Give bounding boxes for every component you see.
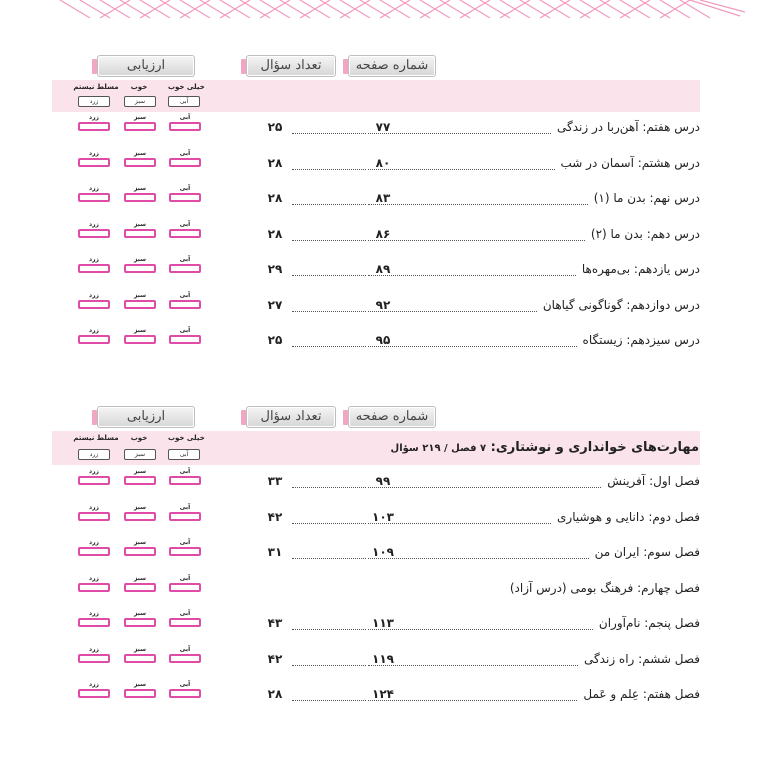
leader-dots <box>292 665 366 666</box>
question-count: ۳۱ <box>267 545 283 559</box>
very-good-checkbox-label: آبی <box>179 220 191 228</box>
lesson-title: درس یازدهم: بی‌مهره‌ها <box>581 262 700 276</box>
not-mastered-checkbox[interactable] <box>78 221 110 238</box>
good-checkbox[interactable] <box>124 575 156 592</box>
good-checkbox-label: سبز <box>133 645 147 653</box>
very-good-checkbox-box[interactable] <box>169 689 201 698</box>
not-mastered-checkbox-box[interactable] <box>78 158 110 167</box>
leader-dots <box>368 204 588 205</box>
good-checkbox-box[interactable] <box>124 193 156 202</box>
good-checkbox-box[interactable] <box>124 583 156 592</box>
good-checkbox-box[interactable] <box>124 618 156 627</box>
good-label: خوب <box>130 434 148 442</box>
good-checkbox[interactable] <box>124 681 156 698</box>
page-number: ۸۹ <box>375 262 391 276</box>
very-good-checkbox-label: آبی <box>179 503 191 511</box>
not-mastered-checkbox-label: زرد <box>89 645 99 653</box>
leader-dots <box>292 700 366 701</box>
lesson-title: فصل سوم: ایران من <box>594 545 700 559</box>
question-count: ۲۵ <box>267 333 283 347</box>
lesson-title: درس هشتم: آسمان در شب <box>560 155 700 170</box>
very-good-checkbox-label: آبی <box>179 149 191 157</box>
good-checkbox-label: سبز <box>133 185 147 192</box>
good-checkbox[interactable] <box>124 292 156 309</box>
good-checkbox-label: سبز <box>133 468 147 475</box>
very-good-checkbox-box[interactable] <box>169 476 201 485</box>
very-good-checkbox[interactable] <box>169 575 201 592</box>
very-good-label: خیلی خوب <box>168 83 205 91</box>
not-mastered-checkbox-box[interactable] <box>78 122 110 131</box>
question-count: ۲۸ <box>267 687 283 701</box>
question-count: ۴۳ <box>267 616 283 630</box>
lesson-title: درس نهم: بدن ما (۱) <box>593 191 700 205</box>
lesson-row <box>250 156 700 176</box>
not-mastered-checkbox-box[interactable] <box>78 193 110 202</box>
very-good-checkbox[interactable] <box>169 327 201 344</box>
not-mastered-checkbox[interactable] <box>78 327 110 344</box>
good-checkbox-label: سبز <box>133 539 147 546</box>
very-good-checkbox-box[interactable] <box>169 547 201 556</box>
page-number: ۷۷ <box>375 120 391 134</box>
very-good-checkbox[interactable] <box>169 114 201 131</box>
not-mastered-checkbox[interactable] <box>78 610 110 627</box>
good-checkbox[interactable] <box>124 646 156 663</box>
leader-dots <box>368 240 585 241</box>
very-good-checkbox-label: آبی <box>179 645 191 653</box>
good-checkbox-box[interactable] <box>124 264 156 273</box>
question-count: ۲۸ <box>267 226 283 241</box>
good-checkbox[interactable] <box>124 185 156 202</box>
not-mastered-checkbox[interactable] <box>78 114 110 131</box>
lesson-title: درس دهم: بدن ما (۲) <box>590 226 700 241</box>
very-good-checkbox-box[interactable] <box>169 583 201 592</box>
not-mastered-checkbox-label: زرد <box>89 220 99 228</box>
very-good-checkbox-label: آبی <box>179 574 191 582</box>
good-checkbox-label: سبز <box>133 503 147 511</box>
lesson-title: فصل هفتم: عِلم و عَمل <box>583 687 700 701</box>
leader-dots <box>292 346 366 347</box>
yellow-color-box: زرد <box>78 96 110 107</box>
good-checkbox-box[interactable] <box>124 300 156 309</box>
green-color-box: سبز <box>124 449 156 460</box>
good-checkbox-label: سبز <box>133 220 147 228</box>
good-checkbox[interactable] <box>124 221 156 238</box>
very-good-checkbox[interactable] <box>169 646 201 663</box>
not-mastered-checkbox-box[interactable] <box>78 300 110 309</box>
lesson-title: فصل ششم: راه زندگی <box>583 651 700 666</box>
lesson-title: فصل اول: آفرینش <box>607 474 700 488</box>
good-checkbox-label: سبز <box>133 327 147 334</box>
good-label: خوب <box>130 83 148 91</box>
not-mastered-checkbox-label: زرد <box>89 291 99 299</box>
leader-dots <box>292 523 366 524</box>
good-checkbox-label: سبز <box>133 256 147 263</box>
very-good-checkbox-label: آبی <box>179 256 191 263</box>
lesson-row <box>250 545 700 565</box>
not-mastered-checkbox-box[interactable] <box>78 264 110 273</box>
very-good-checkbox-box[interactable] <box>169 229 201 238</box>
very-good-checkbox-label: آبی <box>179 468 191 475</box>
leader-dots <box>368 169 555 170</box>
very-good-checkbox-label: آبی <box>179 291 191 299</box>
lesson-row <box>250 581 700 601</box>
good-checkbox[interactable] <box>124 610 156 627</box>
good-checkbox-box[interactable] <box>124 122 156 131</box>
good-checkbox-box[interactable] <box>124 547 156 556</box>
leader-dots <box>368 311 537 312</box>
page-number: ۱۲۴ <box>372 687 394 701</box>
not-mastered-checkbox-label: زرد <box>89 503 99 511</box>
not-mastered-checkbox[interactable] <box>78 150 110 167</box>
good-checkbox[interactable] <box>124 256 156 273</box>
lesson-row <box>250 298 700 318</box>
not-mastered-label: مسلط نیستم <box>73 434 119 442</box>
page-number: ۱۰۹ <box>372 545 394 559</box>
not-mastered-checkbox-label: زرد <box>89 539 99 546</box>
question-count: ۳۳ <box>267 474 283 488</box>
not-mastered-checkbox-label: زرد <box>89 114 99 121</box>
leader-dots <box>292 275 366 276</box>
not-mastered-checkbox-box[interactable] <box>78 335 110 344</box>
lesson-title: درس سیزدهم: زیستگاه <box>582 333 700 347</box>
very-good-checkbox[interactable] <box>169 221 201 238</box>
lesson-row <box>250 687 700 707</box>
lesson-row <box>250 227 700 247</box>
page-number-header: شماره صفحه <box>348 406 436 428</box>
question-count-header: تعداد سؤال <box>246 55 336 77</box>
lesson-row <box>250 510 700 530</box>
very-good-checkbox-label: آبی <box>179 185 191 192</box>
very-good-checkbox-box[interactable] <box>169 264 201 273</box>
very-good-checkbox[interactable] <box>169 681 201 698</box>
very-good-checkbox-box[interactable] <box>169 300 201 309</box>
not-mastered-checkbox-box[interactable] <box>78 583 110 592</box>
good-checkbox-label: سبز <box>133 114 147 121</box>
good-checkbox-box[interactable] <box>124 476 156 485</box>
lesson-row <box>250 474 700 494</box>
not-mastered-checkbox-box[interactable] <box>78 689 110 698</box>
not-mastered-checkbox-label: زرد <box>89 327 99 334</box>
not-mastered-checkbox-box[interactable] <box>78 618 110 627</box>
lesson-title: فصل پنجم: نام‌آوران <box>598 616 700 630</box>
lesson-title: درس هفتم: آهن‌ربا در زندگی <box>557 120 700 134</box>
lesson-row <box>250 262 700 282</box>
not-mastered-checkbox-label: زرد <box>89 574 99 582</box>
very-good-label: خیلی خوب <box>168 434 205 442</box>
leader-dots <box>368 487 601 488</box>
not-mastered-checkbox-label: زرد <box>89 149 99 157</box>
leader-dots <box>292 169 366 170</box>
good-checkbox-label: سبز <box>133 149 147 157</box>
page-number: ۱۱۹ <box>372 651 394 666</box>
leader-dots <box>368 523 551 524</box>
leader-dots <box>292 558 366 559</box>
good-checkbox[interactable] <box>124 114 156 131</box>
page-number: ۸۶ <box>375 226 391 241</box>
good-checkbox-label: سبز <box>133 291 147 299</box>
leader-dots <box>292 204 366 205</box>
evaluation-header: ارزیابی <box>97 55 195 77</box>
good-checkbox-label: سبز <box>133 574 147 582</box>
lesson-row <box>250 191 700 211</box>
not-mastered-checkbox[interactable] <box>78 504 110 521</box>
good-checkbox[interactable] <box>124 150 156 167</box>
leader-dots <box>292 133 366 134</box>
not-mastered-checkbox-label: زرد <box>89 185 99 192</box>
question-count: ۲۸ <box>267 155 283 170</box>
very-good-checkbox-box[interactable] <box>169 335 201 344</box>
leader-dots <box>292 629 366 630</box>
question-count: ۲۸ <box>267 191 283 205</box>
leader-dots <box>368 346 577 347</box>
very-good-checkbox-label: آبی <box>179 610 191 617</box>
not-mastered-checkbox-label: زرد <box>89 468 99 475</box>
not-mastered-checkbox[interactable] <box>78 256 110 273</box>
lesson-title: درس دوازدهم: گوناگونی گیاهان <box>542 297 700 312</box>
question-count: ۲۷ <box>267 297 283 312</box>
question-count: ۴۲ <box>267 509 283 524</box>
page-number: ۸۳ <box>375 191 391 205</box>
not-mastered-checkbox[interactable] <box>78 681 110 698</box>
not-mastered-checkbox-box[interactable] <box>78 547 110 556</box>
not-mastered-checkbox-box[interactable] <box>78 654 110 663</box>
very-good-checkbox-label: آبی <box>179 327 191 334</box>
very-good-checkbox-label: آبی <box>179 539 191 546</box>
page-number: ۱۱۳ <box>372 616 394 630</box>
not-mastered-checkbox-label: زرد <box>89 256 99 263</box>
good-checkbox[interactable] <box>124 327 156 344</box>
good-checkbox-label: سبز <box>133 610 147 617</box>
blue-color-box: آبی <box>168 96 200 107</box>
very-good-checkbox[interactable] <box>169 504 201 521</box>
lesson-title: فصل چهارم: فرهنگ بومی (درس آزاد) <box>509 580 700 595</box>
very-good-checkbox[interactable] <box>169 468 201 485</box>
very-good-checkbox-box[interactable] <box>169 618 201 627</box>
very-good-checkbox-label: آبی <box>179 114 191 121</box>
not-mastered-checkbox-box[interactable] <box>78 476 110 485</box>
good-checkbox[interactable] <box>124 539 156 556</box>
decorative-pattern <box>0 0 761 60</box>
good-checkbox-box[interactable] <box>124 654 156 663</box>
yellow-color-box: زرد <box>78 449 110 460</box>
lesson-title: فصل دوم: دانایی و هوشیاری <box>557 509 700 524</box>
not-mastered-label: مسلط نیستم <box>73 83 119 91</box>
not-mastered-checkbox[interactable] <box>78 646 110 663</box>
not-mastered-checkbox[interactable] <box>78 292 110 309</box>
not-mastered-checkbox-label: زرد <box>89 681 99 688</box>
not-mastered-checkbox-box[interactable] <box>78 229 110 238</box>
very-good-checkbox[interactable] <box>169 539 201 556</box>
lesson-row <box>250 120 700 140</box>
good-checkbox-box[interactable] <box>124 689 156 698</box>
page-number: ۹۵ <box>375 333 391 347</box>
question-count: ۲۹ <box>267 262 283 276</box>
good-checkbox-box[interactable] <box>124 229 156 238</box>
question-count: ۲۵ <box>267 120 283 134</box>
not-mastered-checkbox[interactable] <box>78 539 110 556</box>
very-good-checkbox[interactable] <box>169 610 201 627</box>
leader-dots <box>368 665 578 666</box>
very-good-checkbox-box[interactable] <box>169 158 201 167</box>
leader-dots <box>292 487 366 488</box>
page-number: ۹۲ <box>375 297 391 312</box>
good-checkbox-label: سبز <box>133 681 147 688</box>
very-good-checkbox-box[interactable] <box>169 122 201 131</box>
very-good-checkbox-box[interactable] <box>169 512 201 521</box>
leader-dots <box>368 629 593 630</box>
very-good-checkbox-box[interactable] <box>169 654 201 663</box>
question-count: ۴۲ <box>267 651 283 666</box>
not-mastered-checkbox-box[interactable] <box>78 512 110 521</box>
section-title: مهارت‌های خوانداری و نوشتاری: ۷ فصل / ۲۱۹ سؤال <box>390 440 699 455</box>
good-checkbox-box[interactable] <box>124 158 156 167</box>
good-checkbox-box[interactable] <box>124 512 156 521</box>
very-good-checkbox[interactable] <box>169 185 201 202</box>
good-checkbox[interactable] <box>124 468 156 485</box>
question-count-header: تعداد سؤال <box>246 406 336 428</box>
not-mastered-checkbox[interactable] <box>78 468 110 485</box>
leader-dots <box>292 311 366 312</box>
page-number: ۱۰۳ <box>372 509 394 524</box>
leader-dots <box>368 275 576 276</box>
page-number: ۹۹ <box>375 474 391 488</box>
very-good-checkbox[interactable] <box>169 292 201 309</box>
leader-dots <box>368 558 589 559</box>
very-good-checkbox[interactable] <box>169 150 201 167</box>
lesson-row <box>250 616 700 636</box>
very-good-checkbox-label: آبی <box>179 681 191 688</box>
leader-dots <box>292 240 366 241</box>
good-checkbox-box[interactable] <box>124 335 156 344</box>
green-color-box: سبز <box>124 96 156 107</box>
not-mastered-checkbox[interactable] <box>78 575 110 592</box>
evaluation-header: ارزیابی <box>97 406 195 428</box>
lesson-row <box>250 333 700 353</box>
good-checkbox[interactable] <box>124 504 156 521</box>
very-good-checkbox[interactable] <box>169 256 201 273</box>
not-mastered-checkbox[interactable] <box>78 185 110 202</box>
leader-dots <box>368 133 551 134</box>
not-mastered-checkbox-label: زرد <box>89 610 99 617</box>
very-good-checkbox-box[interactable] <box>169 193 201 202</box>
lesson-row <box>250 652 700 672</box>
page-number-header: شماره صفحه <box>348 55 436 77</box>
leader-dots <box>368 700 577 701</box>
page-number: ۸۰ <box>375 155 391 170</box>
blue-color-box: آبی <box>168 449 200 460</box>
